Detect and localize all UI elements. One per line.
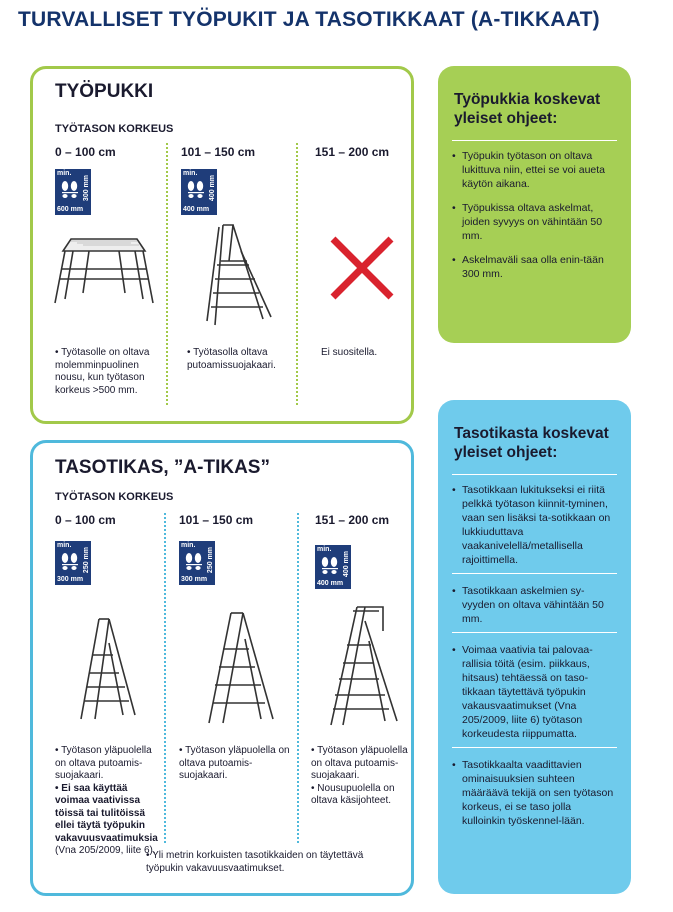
not-recommended-cross-icon	[327, 233, 397, 303]
tasotikas-heading: TASOTIKAS, ”A-TIKAS”	[55, 457, 270, 478]
tasotikas-footnote: • Yli metrin korkuisten tasotikkaiden on täytettävä työpukin vakavuusvaatimukset.	[146, 850, 364, 874]
tyopukki-heading: TYÖPUKKI	[55, 81, 154, 102]
tyopukki-caption-2: • Työtasolla oltava putoamissuojakaari.	[187, 347, 276, 371]
min-step-badge: min. 250 mm 300 mm	[57, 542, 90, 583]
tasotikas-range-2: 101 – 150 cm	[179, 513, 254, 527]
tyopukki-range-3: 151 – 200 cm	[315, 145, 390, 159]
caption-warning-text: • Ei saa käyttää voimaa vaativissa töissä tai tulitöissä ellei täytä työpukin vakavuusvaatimuksia	[55, 782, 158, 844]
tasotikas-range-3: 151 – 200 cm	[315, 513, 390, 527]
caption-text: • Työtason yläpuolella on oltava putoamis-suojakaari.	[55, 745, 152, 781]
guideline-item: • Tasotikkaan lukitukseksi ei riitä pelkkä työtason kiinnit-tyminen, vaan sen lisäksi ta-sotikkaan on lukkiuduttava vaakanivelellä/metallisella rajoittimella.	[452, 483, 617, 574]
guideline-item: • Työpukin työtason on oltava lukittuva niin, ettei se voi aueta käytön aikana.	[452, 149, 617, 191]
min-step-badge: min. 400 mm 400 mm	[317, 546, 350, 587]
guideline-item: • Askelmaväli saa olla enin-tään 300 mm.	[452, 253, 617, 281]
platform-ladder-illustration	[317, 601, 407, 731]
tasotikas-range-1: 0 – 100 cm	[55, 513, 116, 527]
caption-text: • Nousupuolella on oltava käsijohteet.	[311, 782, 395, 806]
caption-reference-text: (Vna 205/2009, liite 6).	[55, 845, 156, 856]
panel-divider	[452, 474, 617, 475]
min-step-badge: min. 400 mm 400 mm	[183, 170, 216, 213]
tasotikas-guidelines-title: Tasotikasta koskevat yleiset ohjeet:	[454, 425, 609, 461]
tyopukki-caption-1: • Työtasolle on oltava molemminpuolinen nousu, kun työtason korkeus >500 mm.	[55, 347, 150, 396]
footprints-icon	[59, 178, 81, 200]
tasotikas-caption-2	[179, 745, 291, 783]
step-platform-illustration	[193, 221, 283, 331]
tyopukki-range-2: 101 – 150 cm	[181, 145, 256, 159]
footprints-icon	[59, 550, 81, 572]
tyopukki-range-1: 0 – 100 cm	[55, 145, 116, 159]
tasotikas-guidelines-panel	[438, 400, 631, 894]
panel-divider	[452, 140, 617, 141]
column-divider	[297, 513, 299, 843]
tasotikas-subheading: TYÖTASON KORKEUS	[55, 491, 174, 503]
guideline-item: • Tasotikkaan askelmien sy-vyyden on oltava vähintään 50 mm.	[452, 584, 617, 633]
tasotikas-section	[30, 440, 414, 896]
min-step-badge: min. 300 mm 600 mm	[57, 170, 90, 213]
tyopukki-section	[30, 66, 414, 424]
a-ladder-illustration	[203, 609, 279, 729]
work-bench-illustration	[49, 229, 159, 309]
column-divider	[166, 143, 168, 405]
footprints-icon	[319, 554, 341, 576]
caption-text: • Työtason yläpuolella on oltava putoamis-suojakaari.	[311, 745, 408, 781]
footprints-icon	[183, 550, 205, 572]
min-step-badge: min. 250 mm 300 mm	[181, 542, 214, 583]
tasotikas-caption-1	[55, 745, 159, 858]
tasotikas-caption-3	[311, 745, 415, 808]
tyopukki-guidelines-panel	[438, 66, 631, 343]
tyopukki-subheading: TYÖTASON KORKEUS	[55, 123, 174, 135]
page-title: TURVALLISET TYÖPUKIT JA TASOTIKKAAT (A-TIKKAAT)	[18, 8, 600, 31]
tyopukki-caption-3: Ei suositella.	[321, 347, 378, 358]
column-divider	[296, 143, 298, 405]
guideline-item: • Työpukissa oltava askelmat, joiden syvyys on vähintään 50 mm.	[452, 201, 617, 243]
caption-text: • Työtason yläpuolella on oltava putoamis-suojakaari.	[179, 745, 290, 781]
guideline-item: • Voimaa vaativia tai palovaa-rallisia töitä (esim. piikkaus, hitsaus) tehtäessä on taso-tikkaan täytettävä työpukin vakausvaatimukset (Vna 205/2009, liite 6) työtason korkeudesta riippumatta.	[452, 643, 617, 748]
footprints-icon	[185, 178, 207, 200]
a-ladder-illustration	[73, 615, 143, 725]
column-divider	[164, 513, 166, 843]
guideline-item: • Tasotikkaalta vaadittavien ominaisuuksien suhteen määräävä tekijä on sen työtason korkeus, ei se taso jolla kulloinkin työskennel-lään.	[452, 758, 617, 828]
tyopukki-guidelines-title: Työpukkia koskevat yleiset ohjeet:	[454, 91, 601, 127]
